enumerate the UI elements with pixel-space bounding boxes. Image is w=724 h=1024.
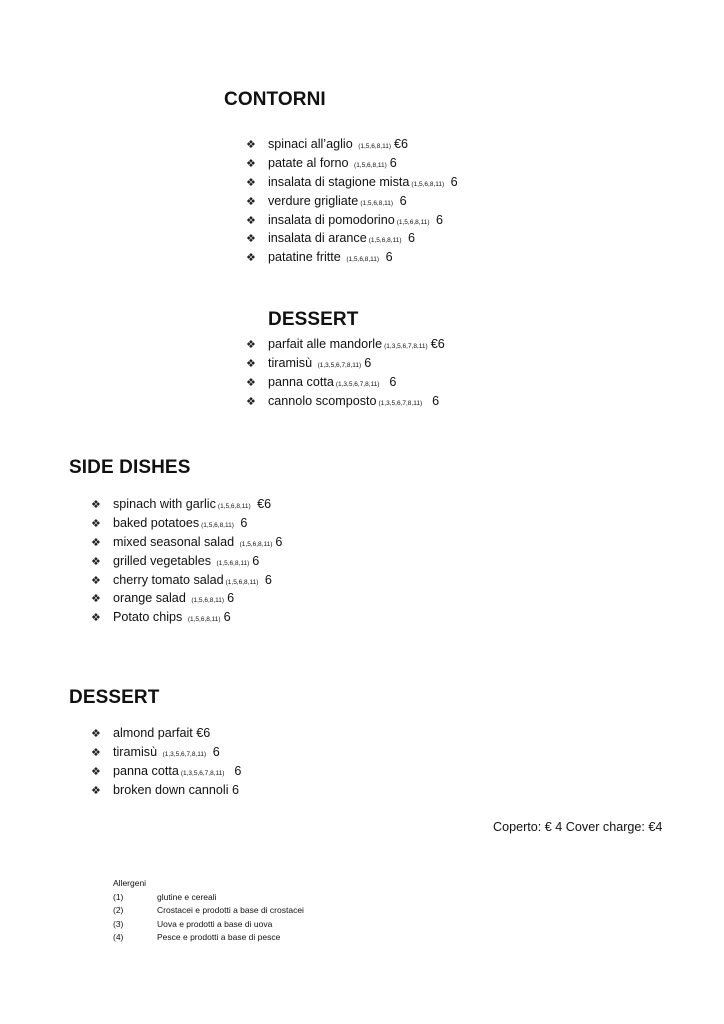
menu-item-name: spinaci all’aglio <box>268 137 357 151</box>
menu-item-name: patate al forno <box>268 155 353 170</box>
menu-item-name: insalata di arance <box>268 231 367 246</box>
side-dishes-list <box>91 495 282 627</box>
menu-item <box>246 173 458 192</box>
menu-item-price: 6 <box>364 355 372 370</box>
menu-item-price: €6 <box>430 337 445 351</box>
menu-item-price: 6 <box>425 393 440 408</box>
menu-item <box>246 373 445 392</box>
allergen-codes: (1,5,6,8,11) <box>368 237 402 245</box>
allergen-text: Uova e prodotti a base di uova <box>157 918 273 929</box>
bullet-icon: ❖ <box>91 746 101 759</box>
menu-item-name: insalata di stagione mista <box>268 174 410 189</box>
allergen-codes: (1,3,5,6,7,8,11) <box>180 769 225 777</box>
dessert-en-heading: DESSERT <box>69 687 160 708</box>
menu-item-name: tiramisù <box>113 744 161 759</box>
menu-item-price: 6 <box>209 744 220 759</box>
allergen-codes: (1,5,6,8,11) <box>346 256 380 264</box>
allergen-text: Crostacei e prodotti a base di crostacei <box>157 905 304 915</box>
menu-item-price: 6 <box>396 193 407 208</box>
bullet-icon: ❖ <box>91 574 101 587</box>
menu-item-name: orange salad <box>113 591 190 606</box>
allergen-codes: (1,5,6,8,11) <box>191 597 225 605</box>
menu-item <box>246 335 445 354</box>
menu-item-price: 6 <box>252 553 260 568</box>
menu-item <box>91 533 282 552</box>
menu-item-name: mixed seasonal salad <box>113 534 238 549</box>
bullet-icon: ❖ <box>246 195 256 208</box>
allergen-row <box>113 931 304 945</box>
allergen-codes: (1,5,6,8,11) <box>411 180 445 188</box>
allergen-codes: (1,5,6,8,11) <box>239 540 273 548</box>
menu-item-name: insalata di pomodorino <box>268 212 395 227</box>
menu-item-name: patatine fritte <box>268 250 345 265</box>
bullet-icon: ❖ <box>91 536 101 549</box>
allergen-codes: (1,5,6,8,11) <box>360 199 394 207</box>
menu-item-price: 6 <box>382 374 397 389</box>
bullet-icon: ❖ <box>246 233 256 246</box>
bullet-icon: ❖ <box>246 395 256 408</box>
menu-item-price: €6 <box>393 137 408 151</box>
allergen-codes: (1,5,6,8,11) <box>217 503 251 510</box>
bullet-icon: ❖ <box>91 555 101 568</box>
menu-item <box>246 154 458 173</box>
menu-item <box>91 552 282 571</box>
allergen-codes: (1,3,5,6,7,8,11) <box>335 380 380 388</box>
menu-item-name: almond parfait €6 <box>113 726 211 740</box>
menu-item-name: cannolo scomposto <box>268 393 377 408</box>
bullet-icon: ❖ <box>91 499 101 511</box>
bullet-icon: ❖ <box>246 214 256 227</box>
allergen-codes: (1,5,6,8,11) <box>187 616 221 624</box>
allergen-codes: (1,5,6,8,11) <box>354 161 387 169</box>
bullet-icon: ❖ <box>246 357 256 370</box>
menu-item-name: grilled vegetables <box>113 553 215 568</box>
menu-item-name: panna cotta <box>113 763 179 778</box>
bullet-icon: ❖ <box>246 139 256 151</box>
allergen-legend <box>113 877 304 945</box>
bullet-icon: ❖ <box>246 157 256 170</box>
menu-item-price: €6 <box>253 497 272 511</box>
dessert-it-list <box>246 335 445 411</box>
allergen-codes: (1,3,5,6,7,8,11) <box>162 750 207 758</box>
menu-item-name: baked potatoes <box>113 515 200 530</box>
menu-item-name: tiramisù <box>268 355 316 370</box>
allergen-codes: (1,5,6,8,11) <box>216 559 250 567</box>
allergen-row <box>113 918 304 932</box>
menu-item-name: broken down cannoli 6 <box>113 782 240 797</box>
bullet-icon: ❖ <box>91 593 101 606</box>
allergen-number: (4) <box>113 932 124 942</box>
menu-item <box>246 248 458 267</box>
menu-item <box>91 514 282 533</box>
side-dishes-heading: SIDE DISHES <box>69 457 191 478</box>
bullet-icon: ❖ <box>246 176 256 189</box>
allergen-codes: (1,3,5,6,7,8,11) <box>317 361 362 369</box>
menu-item-name: cherry tomato salad <box>113 572 224 587</box>
menu-item-price: 6 <box>432 212 443 227</box>
contorni-heading: CONTORNI <box>224 89 326 110</box>
menu-item-price: 6 <box>389 155 397 170</box>
allergen-codes: (1,5,6,8,11) <box>225 578 259 586</box>
allergen-title: Allergeni <box>113 878 147 888</box>
menu-item <box>91 571 282 590</box>
allergen-codes: (1,5,6,8,11) <box>396 218 430 226</box>
allergen-number: (1) <box>113 891 124 902</box>
bullet-icon: ❖ <box>91 728 101 740</box>
dessert-en-list <box>91 724 241 800</box>
allergen-number: (3) <box>113 918 124 929</box>
bullet-icon: ❖ <box>91 612 101 625</box>
menu-item <box>91 781 241 800</box>
allergen-codes: (1,3,5,6,7,8,11) <box>378 399 423 407</box>
menu-item-price: 6 <box>223 610 231 625</box>
bullet-icon: ❖ <box>91 765 101 778</box>
menu-item-name: parfait alle mandorle <box>268 337 383 351</box>
menu-item-name: spinach with garlic <box>113 497 216 511</box>
allergen-row <box>113 904 304 918</box>
bullet-icon: ❖ <box>91 517 101 530</box>
menu-item-name: panna cotta <box>268 374 334 389</box>
allergen-codes: (1,5,6,8,11) <box>201 521 234 529</box>
menu-item <box>246 135 458 154</box>
menu-item-price: 6 <box>227 763 242 778</box>
menu-item-price: 6 <box>447 174 458 189</box>
cover-charge: Coperto: € 4 Cover charge: €4 <box>493 820 663 834</box>
allergen-codes: (1,5,6,8,11) <box>358 143 391 150</box>
bullet-icon: ❖ <box>91 784 101 797</box>
menu-item <box>246 392 445 411</box>
bullet-icon: ❖ <box>246 339 256 351</box>
menu-item-name: verdure grigliate <box>268 193 359 208</box>
menu-item-price: 6 <box>275 534 283 549</box>
allergen-number: (2) <box>113 905 124 915</box>
menu-item <box>91 762 241 781</box>
allergen-text: glutine e cereali <box>157 891 217 902</box>
menu-item-name: Potato chips <box>113 610 186 625</box>
bullet-icon: ❖ <box>246 252 256 265</box>
menu-item <box>246 211 458 230</box>
menu-item-price: 6 <box>236 515 248 530</box>
menu-item-price: 6 <box>227 591 235 606</box>
menu-item-price: 6 <box>261 572 272 587</box>
menu-item <box>91 724 241 743</box>
menu-item <box>91 495 282 514</box>
dessert-it-heading: DESSERT <box>268 309 359 330</box>
allergen-text: Pesce e prodotti a base di pesce <box>157 932 281 942</box>
allergen-codes: (1,3,5,6,7,8,11) <box>384 343 428 350</box>
bullet-icon: ❖ <box>246 376 256 389</box>
menu-item <box>91 743 241 762</box>
menu-item-price: 6 <box>404 231 415 246</box>
allergen-row <box>113 891 304 905</box>
contorni-list <box>246 135 458 267</box>
menu-item-price: 6 <box>382 250 393 265</box>
menu-item <box>91 608 282 627</box>
